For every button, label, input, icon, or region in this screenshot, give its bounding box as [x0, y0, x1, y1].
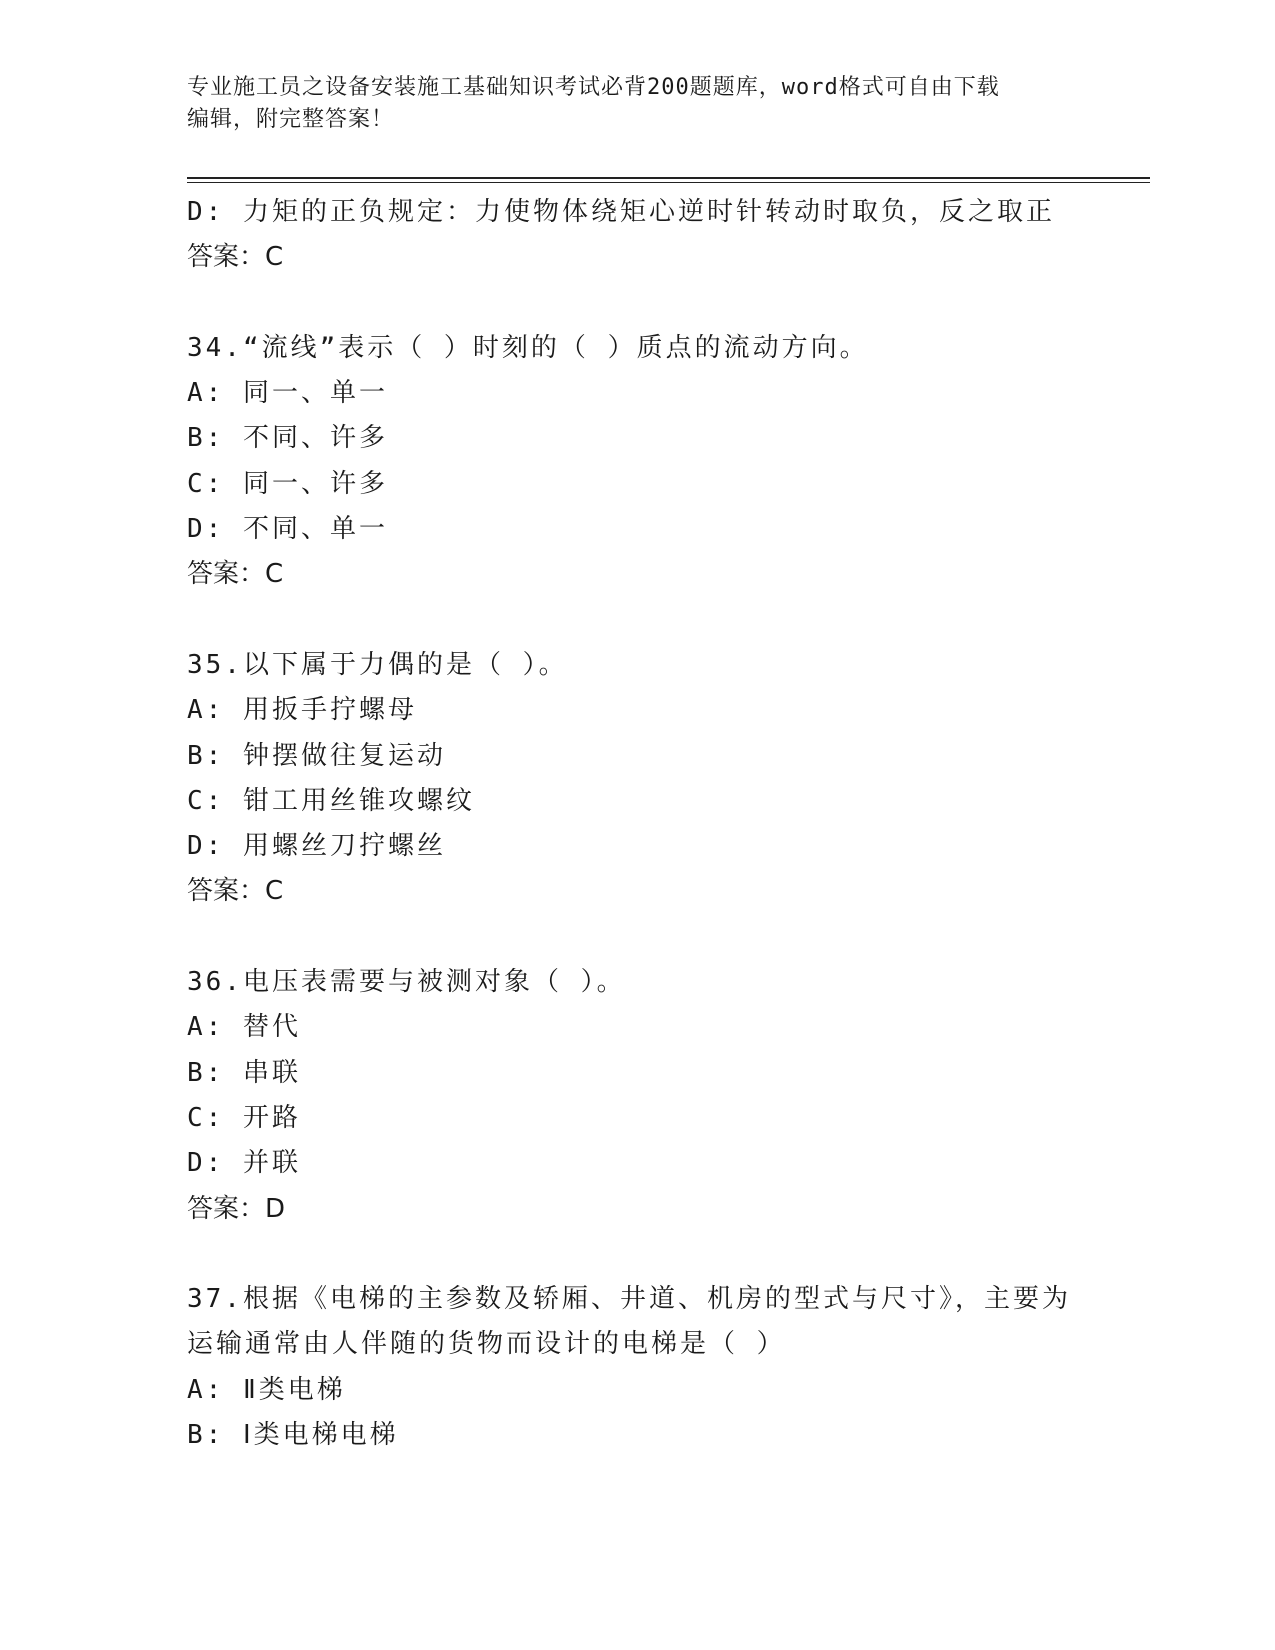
question-37 — [187, 1277, 1087, 1458]
spacer — [187, 1232, 1087, 1277]
question-36 — [187, 960, 1087, 1232]
question-stem-line-1: 37.根据《电梯的主参数及轿厢、井道、机房的型式与尺寸》，主要为 — [187, 1284, 1071, 1315]
answer: 答案：C — [187, 559, 284, 590]
header-rule-thick — [187, 177, 1150, 179]
spacer — [187, 598, 1087, 643]
option-b: B: 串联 — [187, 1057, 301, 1088]
option-a: A: 替代 — [187, 1012, 301, 1043]
spacer — [187, 915, 1087, 960]
answer: 答案：C — [187, 876, 284, 907]
question-list — [187, 190, 1087, 1458]
prev-question-option-d: D: 力矩的正负规定：力使物体绕矩心逆时针转动时取负，反之取正 — [187, 197, 1055, 227]
option-d: D: 用螺丝刀拧螺丝 — [187, 831, 446, 862]
option-b: B: 钟摆做往复运动 — [187, 740, 446, 771]
header-title-line-2: 编辑，附完整答案！ — [187, 107, 395, 132]
option-a: A: 同一、单一 — [187, 378, 388, 409]
option-a: A: Ⅱ类电梯 — [187, 1374, 346, 1405]
question-34 — [187, 326, 1087, 598]
option-c: C: 同一、许多 — [187, 468, 388, 499]
question-stem-line-2: 运输通常由人伴随的货物而设计的电梯是（ ） — [187, 1329, 786, 1360]
option-b: B: Ⅰ类电梯电梯 — [187, 1420, 399, 1451]
option-b: B: 不同、许多 — [187, 423, 388, 454]
header-rule-thin — [187, 182, 1150, 183]
question-stem: 36.电压表需要与被测对象（ ）。 — [187, 967, 626, 998]
document-header — [187, 72, 1067, 136]
header-title-line-1: 专业施工员之设备安装施工基础知识考试必背200题题库，word格式可自由下载 — [187, 75, 1000, 100]
question-stem: 35.以下属于力偶的是（ ）。 — [187, 649, 568, 680]
question-stem: 34.“流线”表示（ ）时刻的（ ）质点的流动方向。 — [187, 332, 869, 363]
option-c: C: 开路 — [187, 1102, 301, 1133]
option-a: A: 用扳手拧螺母 — [187, 695, 417, 726]
question-35 — [187, 643, 1087, 915]
option-c: C: 钳工用丝锥攻螺纹 — [187, 785, 475, 816]
answer: 答案：D — [187, 1193, 286, 1224]
option-d: D: 并联 — [187, 1148, 301, 1179]
prev-question-answer: 答案：C — [187, 242, 284, 273]
spacer — [187, 281, 1087, 326]
option-d: D: 不同、单一 — [187, 514, 388, 545]
